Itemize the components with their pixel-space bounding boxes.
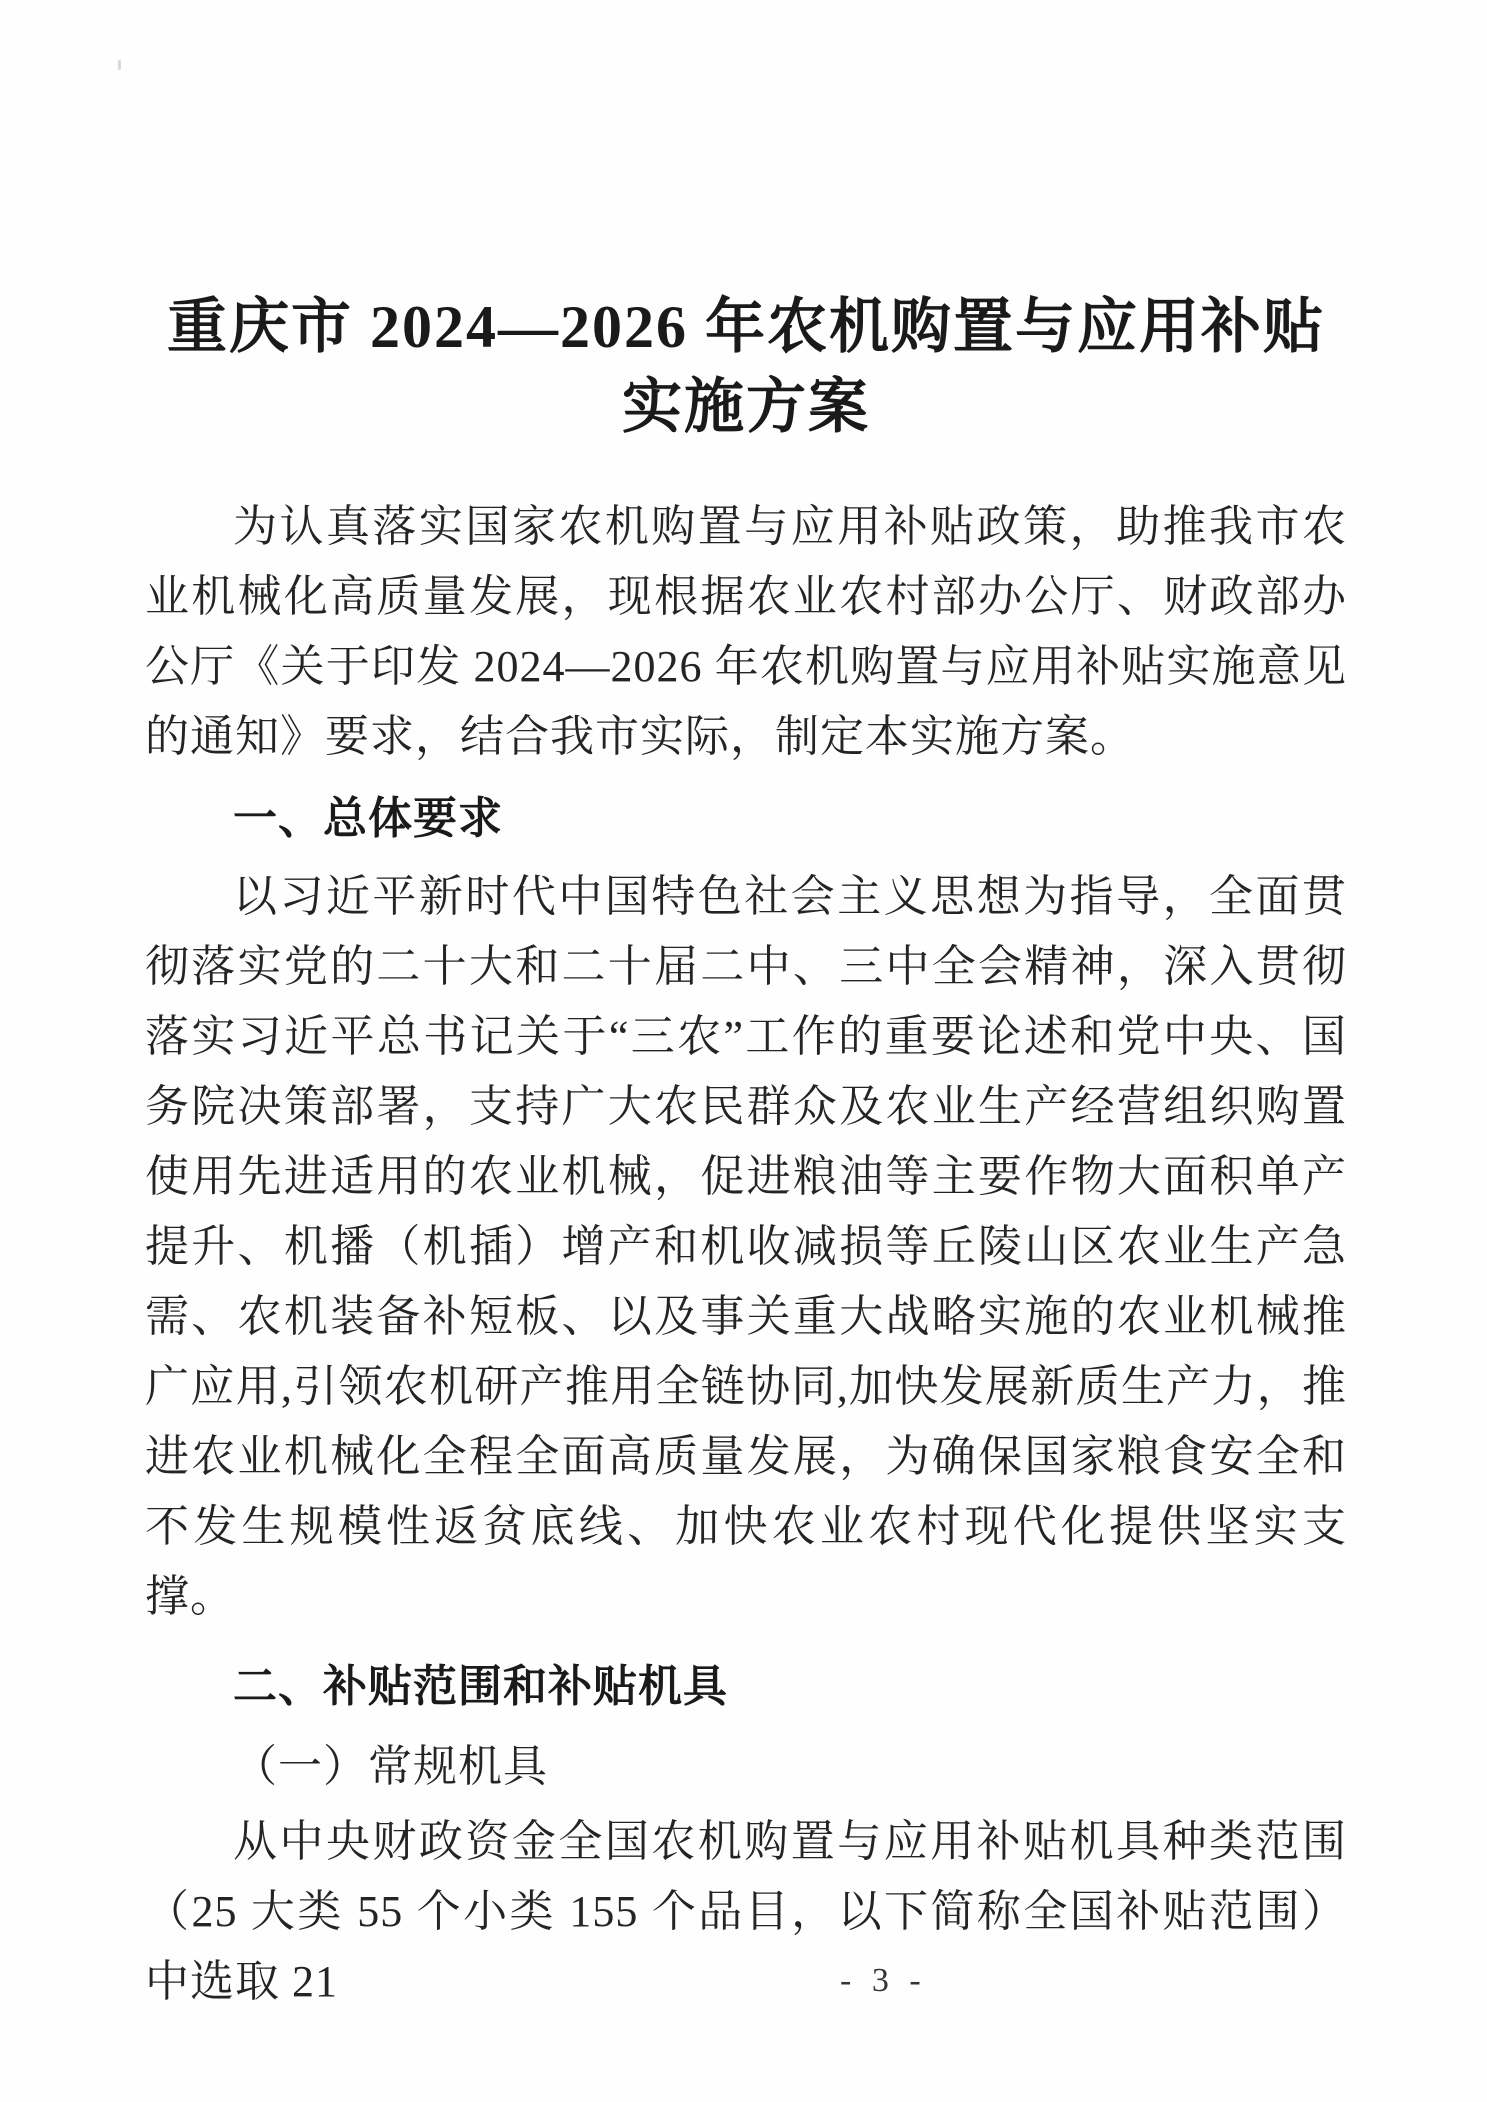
title-line-1: 重庆市 2024—2026 年农机购置与应用补贴	[167, 294, 1325, 360]
section-1-paragraph: 以习近平新时代中国特色社会主义思想为指导，全面贯彻落实党的二十大和二十届二中、三中全会精神，深入贯彻落实习近平总书记关于“三农”工作的重要论述和党中央、国务院决策部署，支持广大农民群众及农业生产经营组织购置使用先进适用的农业机械，促进粮油等主要作物大面积单产提升、机播（机插）增产和机收减损等丘陵山区农业生产急需、农机装备补短板、以及事关重大战略实施的农业机械推广应用,引领农机研产推用全链协同,加快发展新质生产力，推进农业机械化全程全面高质量发展，为确保国家粮食安全和不发生规模性返贫底线、加快农业农村现代化提供坚实支撑。	[145, 872, 1347, 1621]
section-1-heading: 一、总体要求	[233, 794, 503, 843]
section-2-heading: 二、补贴范围和补贴机具	[233, 1662, 728, 1711]
document-title	[145, 287, 1347, 447]
section-2-subheading-1: （一）常规机具	[233, 1742, 548, 1791]
intro-paragraph: 为认真落实国家农机购置与应用补贴政策，助推我市农业机械化高质量发展，现根据农业农村部办公厅、财政部办公厅《关于印发 2024—2026 年农机购置与应用补贴实施意见的通知》要求，结合我市实际，制定本实施方案。	[145, 502, 1347, 761]
section-2-paragraph: 从中央财政资金全国农机购置与应用补贴机具种类范围（25 大类 55 个小类 155 个品目，以下简称全国补贴范围）中选取 21	[145, 1817, 1347, 2006]
title-line-2: 实施方案	[622, 374, 870, 440]
page-number: - 3 -	[840, 1962, 927, 1999]
scan-artifact	[118, 60, 121, 70]
document-content	[145, 287, 1347, 2017]
